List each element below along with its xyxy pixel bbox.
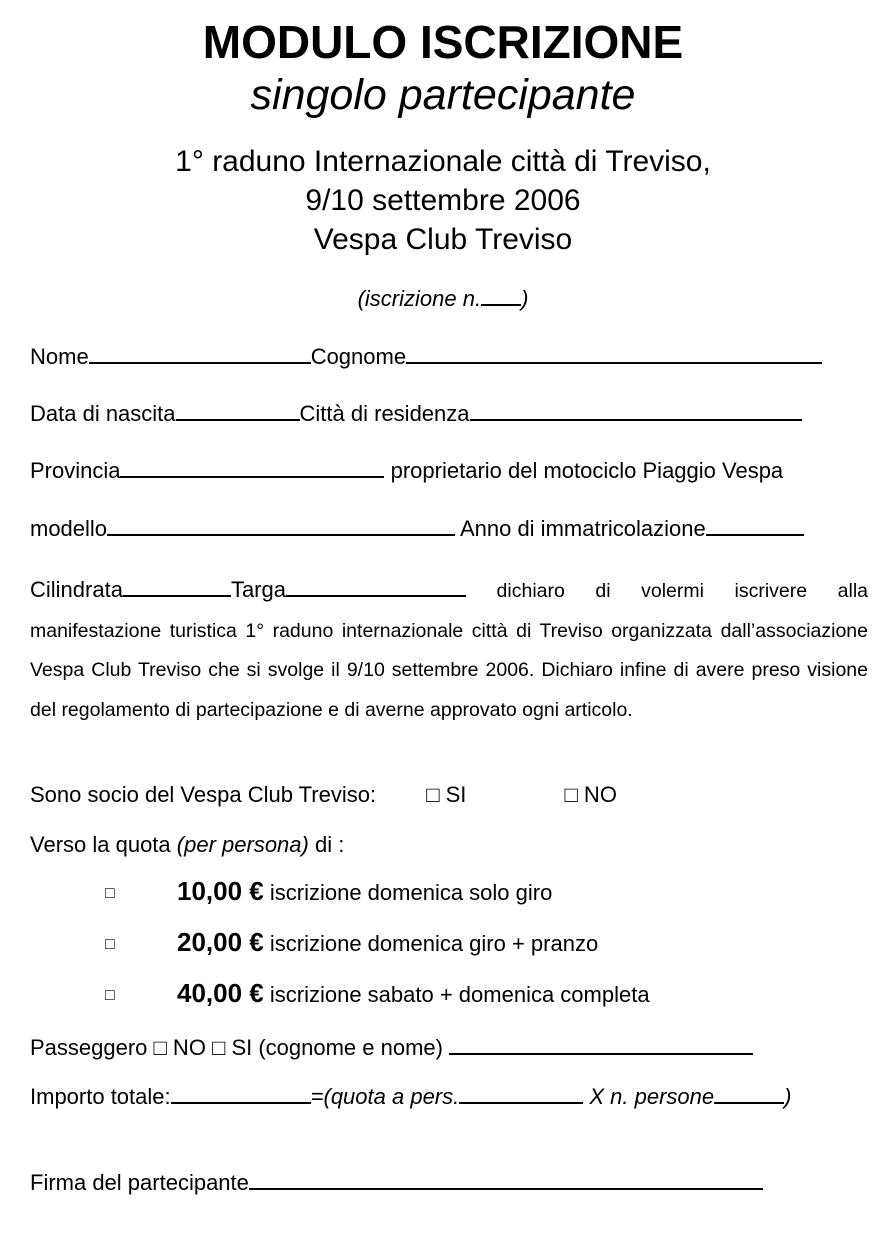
modello-label: modello — [30, 516, 108, 541]
fee-option-2-amount: 20,00 € — [177, 927, 264, 957]
data-nascita-label: Data di nascita — [30, 401, 176, 426]
targa-field[interactable] — [286, 575, 466, 597]
membership-yes-checkbox[interactable]: □ SI — [426, 782, 467, 807]
modello-field[interactable] — [107, 514, 455, 536]
anno-immatricolazione-label: Anno di immatricolazione — [459, 516, 706, 541]
membership-row — [30, 781, 850, 809]
persons-field[interactable] — [714, 1082, 784, 1104]
citta-residenza-field[interactable] — [470, 399, 802, 421]
anno-immatricolazione-field[interactable] — [706, 514, 804, 536]
event-line-2: 9/10 settembre 2006 — [305, 184, 581, 217]
fee-option — [105, 925, 598, 962]
membership-no-checkbox[interactable]: □ NO — [564, 782, 617, 807]
registration-number-field[interactable] — [481, 284, 521, 306]
proprietario-label: proprietario del motociclo Piaggio Vespa — [390, 458, 784, 483]
nome-field[interactable] — [89, 342, 311, 364]
membership-label: Sono socio del Vespa Club Treviso: — [30, 782, 377, 807]
passenger-row — [30, 1033, 850, 1062]
signature-field[interactable] — [249, 1168, 763, 1190]
fee-option-3-amount: 40,00 € — [177, 978, 264, 1008]
targa-label: Targa — [230, 577, 286, 602]
total-row: Importo totale: =(quota a pers. X n. persone ) — [30, 1084, 792, 1109]
registration-number-label: (iscrizione n. — [357, 286, 482, 311]
name-row — [30, 342, 850, 371]
nome-label: Nome — [30, 344, 89, 369]
provincia-label: Provincia — [30, 458, 121, 483]
form-title: MODULO ISCRIZIONE — [202, 16, 684, 68]
cognome-label: Cognome — [310, 344, 407, 369]
declaration-paragraph — [30, 570, 868, 730]
signature-row — [30, 1168, 763, 1197]
passenger-name-field[interactable] — [449, 1033, 753, 1055]
fee-option-3-desc: iscrizione sabato + domenica completa — [263, 982, 650, 1007]
fee-option-1-amount: 10,00 € — [177, 876, 264, 906]
fee-option — [105, 874, 552, 911]
fee-row: Verso la quota (per persona) di : — [30, 832, 345, 857]
fee-option-2-desc: iscrizione domenica giro + pranzo — [263, 931, 599, 956]
fee-option — [105, 976, 650, 1013]
fee-option-1-checkbox[interactable]: □ — [105, 885, 115, 903]
cognome-field[interactable] — [406, 342, 822, 364]
fee-per-person: (per persona) — [176, 832, 309, 857]
passenger-label: Passeggero □ NO □ SI (cognome e nome) — [30, 1035, 450, 1060]
cilindrata-field[interactable] — [123, 575, 231, 597]
fee-label: Verso la quota — [30, 832, 177, 857]
quota-label: (quota a pers. — [323, 1084, 460, 1109]
declaration-text: dichiaro di volermi iscrivere alla manifestazione turistica 1° raduno internazionale città di Treviso organizzata dall’associazione Vespa Club Treviso che si svolge il 9/10 settembre 2006. Dichiaro infine di avere preso visione del regolamento di partecipazione e di averne approvato ogni articolo. — [30, 580, 868, 721]
birth-row — [30, 399, 850, 428]
citta-residenza-label: Città di residenza — [299, 401, 470, 426]
total-amount-field[interactable] — [171, 1082, 311, 1104]
event-line-3: Vespa Club Treviso — [313, 223, 573, 256]
cilindrata-label: Cilindrata — [30, 577, 123, 602]
event-info — [0, 142, 886, 259]
fee-option-1-desc: iscrizione domenica solo giro — [263, 880, 553, 905]
provincia-field[interactable] — [120, 456, 384, 478]
persons-label: X n. persone — [583, 1084, 715, 1109]
total-label: Importo totale: — [30, 1084, 171, 1109]
data-nascita-field[interactable] — [176, 399, 300, 421]
model-row — [30, 514, 850, 543]
fee-option-2-checkbox[interactable]: □ — [105, 936, 115, 954]
form-subtitle: singolo partecipante — [250, 71, 636, 119]
province-row — [30, 456, 850, 485]
event-line-1: 1° raduno Internazionale città di Treviso, — [175, 145, 711, 178]
registration-number: (iscrizione n. ) — [357, 286, 529, 311]
signature-label: Firma del partecipante — [30, 1170, 249, 1195]
quota-field[interactable] — [459, 1082, 583, 1104]
fee-option-3-checkbox[interactable]: □ — [105, 987, 115, 1005]
